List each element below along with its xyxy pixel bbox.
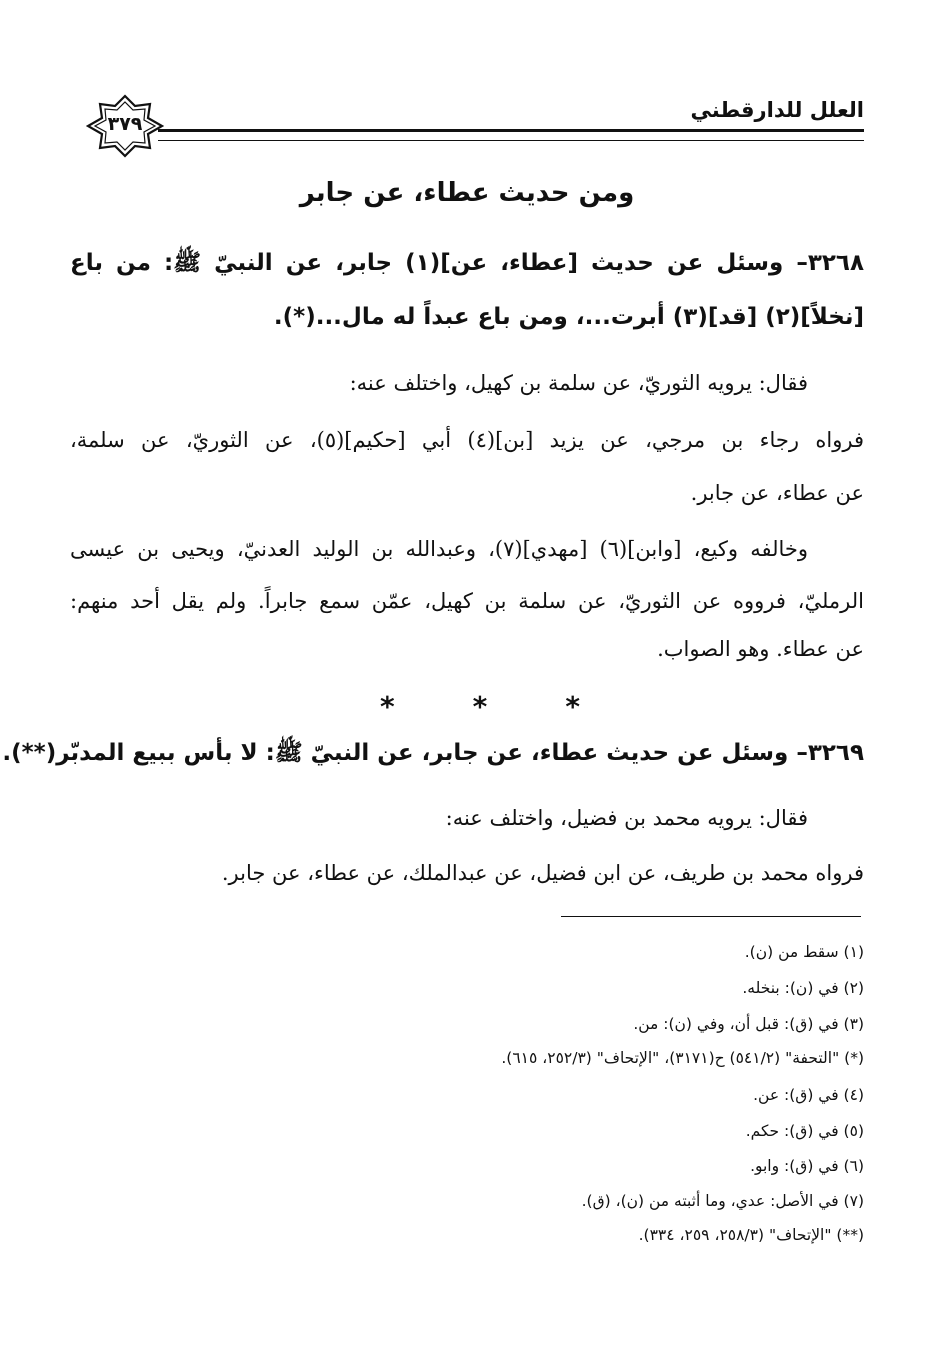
footnote: (٧) في الأصل: عدي، وما أثبته من (ن)، (ق). — [581, 1192, 864, 1210]
footnote: (٦) في (ق): وابو. — [750, 1157, 864, 1175]
footnote: (٣) في (ق): قبل أن، وفي (ن): من. — [633, 1015, 864, 1033]
page-number: ٣٧٩ — [107, 113, 143, 135]
body-line: الرمليّ، فرووه عن الثوريّ، عن سلمة بن كهيل، عمّن سمع جابراً. ولم يقل أحد منهم: — [70, 589, 864, 613]
body-line: وخالفه وكيع، [وابن](٦) [مهدي](٧)، وعبدالله بن الوليد العدنيّ، ويحيى بن عيسى — [70, 537, 809, 561]
footnote: (*) "التحفة" (٥٤١/٢) ح(٣١٧١)، "الإتحاف" (٢٥٢/٣، ٦١٥). — [501, 1049, 864, 1067]
body-line: عن عطاء. وهو الصواب. — [657, 637, 864, 661]
footnote: (٤) في (ق): عن. — [753, 1086, 864, 1104]
body-line: فقال: يرويه محمد بن فضيل، واختلف عنه: — [445, 806, 808, 830]
footnote: (١) سقط من (ن). — [744, 943, 864, 961]
page-number-badge — [86, 94, 164, 158]
separator-star: * — [380, 690, 395, 723]
body-line: فرواه رجاء بن مرجي، عن يزيد [بن](٤) أبي [حكيم](٥)، عن الثوريّ، عن سلمة، — [70, 428, 864, 452]
footnote-rule — [561, 916, 861, 917]
header-rule — [158, 129, 864, 141]
entry-3269-line: ٣٢٦٩– وسئل عن حديث عطاء، عن جابر، عن النبيّ ﷺ: لا بأس ببيع المدبّر(**). — [2, 740, 864, 766]
body-line: عن عطاء، عن جابر. — [690, 481, 864, 505]
footnote: (**) "الإتحاف" (٢٥٨/٣، ٢٥٩، ٣٣٤). — [638, 1226, 864, 1244]
footnote: (٢) في (ن): بنخله. — [742, 979, 864, 997]
separator-star: * — [472, 690, 488, 723]
body-line: فرواه محمد بن طريف، عن ابن فضيل، عن عبدالملك، عن عطاء، عن جابر. — [221, 861, 864, 885]
section-separator — [380, 690, 580, 723]
body-line: فقال: يرويه الثوريّ، عن سلمة بن كهيل، واختلف عنه: — [349, 371, 808, 395]
entry-3268-line-2: [نخلاً](٢) [قد](٣) أبرت...، ومن باع عبداً له مال...(*). — [273, 304, 864, 330]
section-title: ومن حديث عطاء، عن جابر — [299, 178, 635, 208]
entry-3268-line-1: ٣٢٦٨– وسئل عن حديث [عطاء، عن](١) جابر، عن النبيّ ﷺ: من باع — [70, 250, 864, 276]
separator-star: * — [565, 690, 580, 723]
running-header-title: العلل للدارقطني — [690, 98, 864, 122]
footnote: (٥) في (ق): حكم. — [745, 1122, 864, 1140]
